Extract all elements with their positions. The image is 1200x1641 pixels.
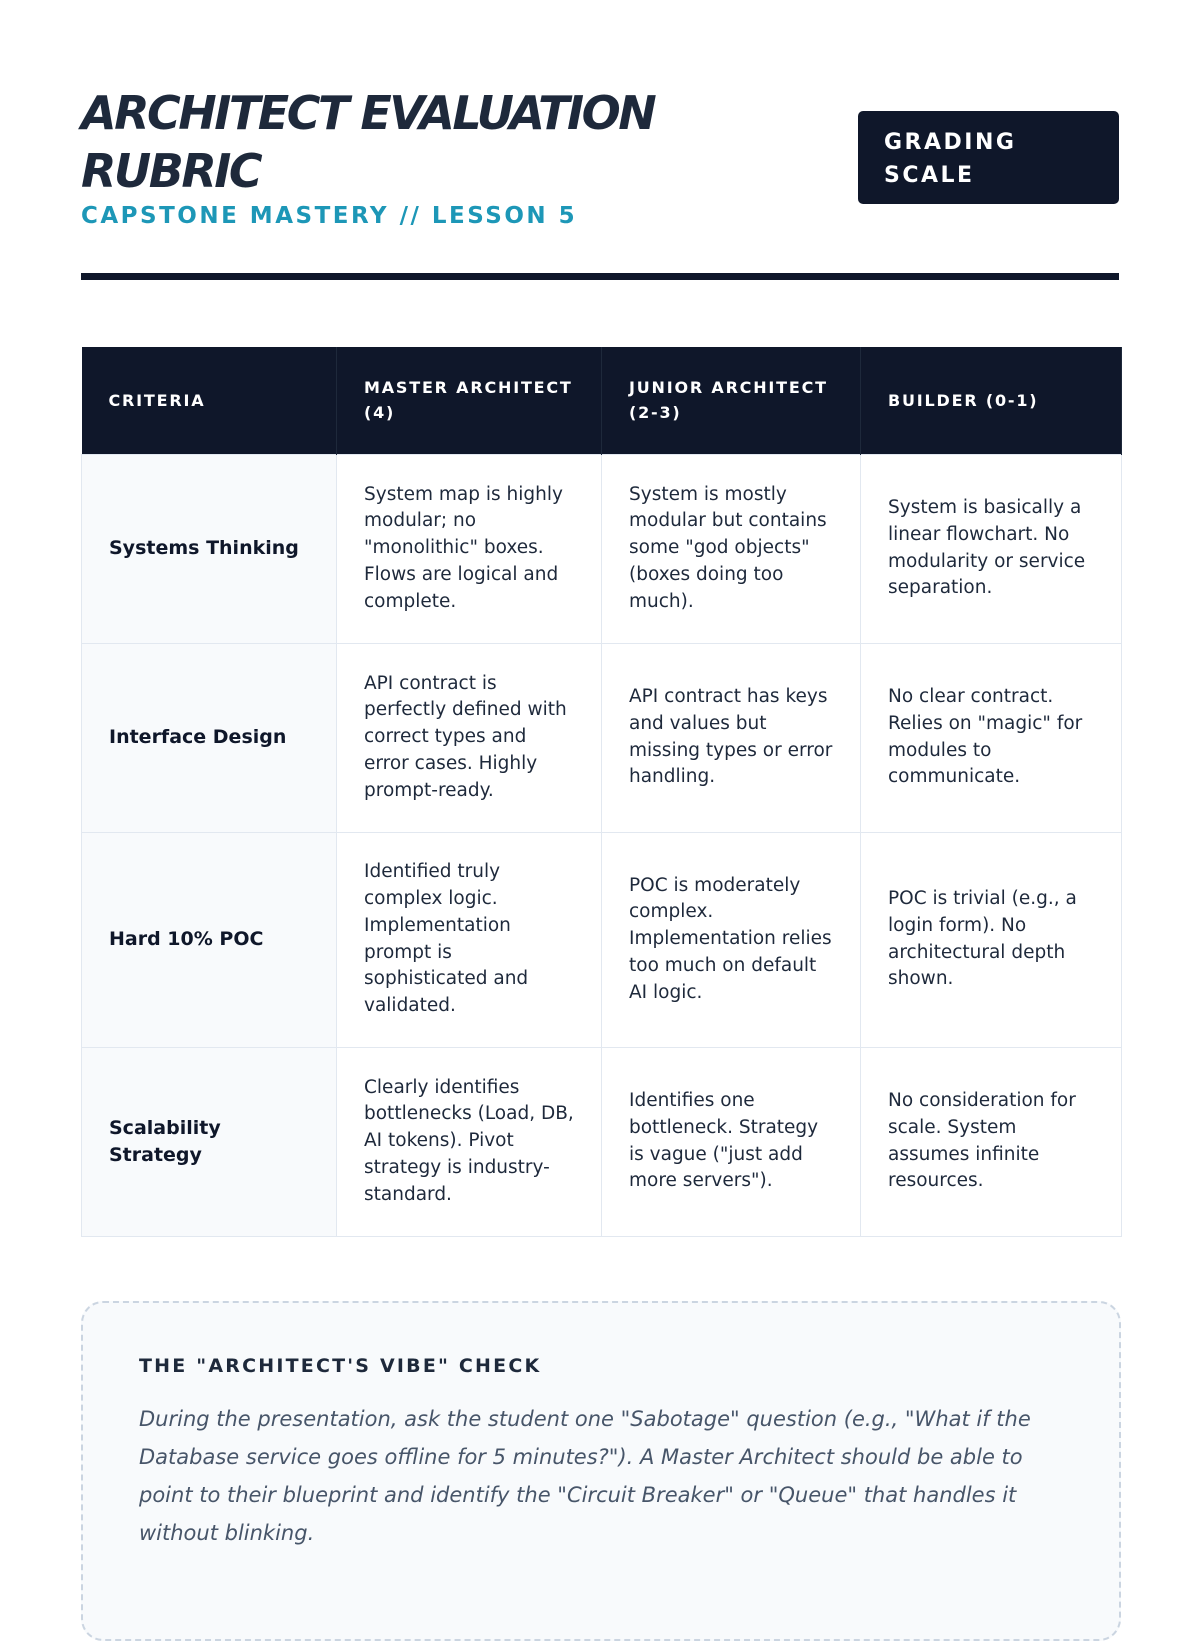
- rubric-table: [81, 347, 1122, 1237]
- junior-cell: Identifies one bottleneck. Strategy is vague ("just add more servers").: [602, 1047, 861, 1236]
- table-row: [82, 1047, 1122, 1236]
- builder-cell: POC is trivial (e.g., a login form). No architectural depth shown.: [861, 832, 1122, 1047]
- builder-cell: System is basically a linear flowchart. No modularity or service separation.: [861, 454, 1122, 643]
- vibe-check-callout: [81, 1301, 1121, 1641]
- page-header: [81, 0, 1119, 282]
- master-cell: API contract is perfectly defined with correct types and error cases. Highly prompt-ready.: [337, 643, 602, 832]
- builder-cell: No consideration for scale. System assumes infinite resources.: [861, 1047, 1122, 1236]
- master-cell: Clearly identifies bottlenecks (Load, DB, AI tokens). Pivot strategy is industry-standard.: [337, 1047, 602, 1236]
- header-divider: [81, 273, 1119, 280]
- column-header-junior: JUNIOR ARCHITECT (2-3): [602, 347, 861, 454]
- junior-cell: System is mostly modular but contains some "god objects" (boxes doing too much).: [602, 454, 861, 643]
- page-subtitle: CAPSTONE MASTERY // LESSON 5: [81, 203, 578, 229]
- builder-cell: No clear contract. Relies on "magic" for modules to communicate.: [861, 643, 1122, 832]
- vibe-check-body: During the presentation, ask the student one "Sabotage" question (e.g., "What if the Database service goes offline for 5 minutes?"). A Master Architect should be able to point to their blueprint and identify the "Circuit Breaker" or "Queue" that handles it without blinking.: [139, 1407, 1031, 1545]
- criteria-cell: Interface Design: [82, 643, 337, 832]
- table-row: [82, 454, 1122, 643]
- criteria-cell: Hard 10% POC: [82, 832, 337, 1047]
- table-row: [82, 643, 1122, 832]
- master-cell: System map is highly modular; no "monolithic" boxes. Flows are logical and complete.: [337, 454, 602, 643]
- column-header-builder: BUILDER (0-1): [861, 347, 1122, 454]
- grading-scale-badge: GRADING SCALE: [858, 111, 1119, 204]
- page-title: ARCHITECT EVALUATION RUBRIC: [81, 86, 655, 198]
- junior-cell: POC is moderately complex. Implementation relies too much on default AI logic.: [602, 832, 861, 1047]
- criteria-cell: Scalability Strategy: [82, 1047, 337, 1236]
- junior-cell: API contract has keys and values but missing types or error handling.: [602, 643, 861, 832]
- column-header-criteria: CRITERIA: [82, 347, 337, 454]
- table-row: [82, 832, 1122, 1047]
- vibe-check-title: THE "ARCHITECT'S VIBE" CHECK: [139, 1355, 542, 1377]
- table-header-row: [82, 347, 1122, 454]
- criteria-cell: Systems Thinking: [82, 454, 337, 643]
- column-header-master: MASTER ARCHITECT (4): [337, 347, 602, 454]
- master-cell: Identified truly complex logic. Implementation prompt is sophisticated and validated.: [337, 832, 602, 1047]
